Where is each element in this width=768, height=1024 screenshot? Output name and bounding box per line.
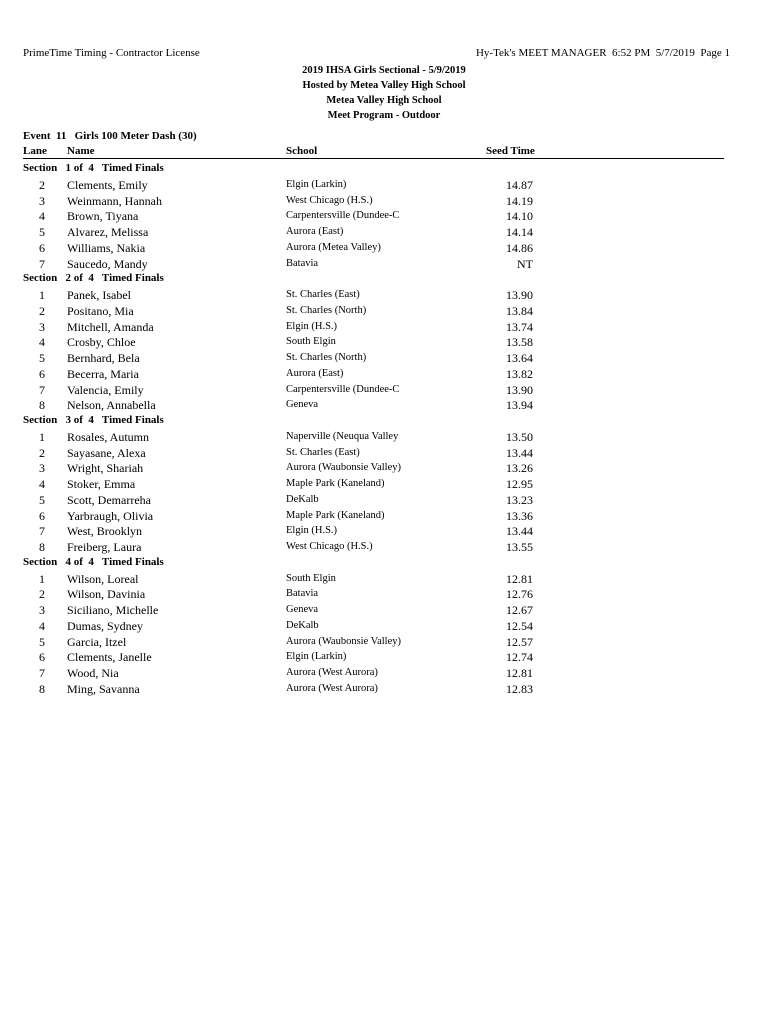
entry-seed-time: 14.10	[506, 209, 533, 224]
entry-name: Wilson, Loreal	[67, 571, 139, 586]
entry-school: St. Charles (East)	[286, 289, 360, 300]
entry-school: Elgin (Larkin)	[286, 178, 347, 190]
entry-row	[0, 539, 768, 555]
entry-lane: 7	[39, 666, 45, 680]
entry-school: South Elgin	[286, 572, 336, 584]
section-header	[0, 161, 768, 177]
entry-seed-time: 12.57	[506, 634, 533, 649]
entry-seed-time: 12.81	[506, 571, 533, 586]
entry-school: West Chicago (H.S.)	[286, 541, 373, 552]
entry-seed-time: 13.55	[506, 540, 533, 554]
entry-row	[0, 492, 768, 508]
entry-seed-time: 12.67	[506, 603, 533, 617]
entry-name: Ming, Savanna	[67, 681, 140, 696]
entry-lane: 6	[39, 240, 45, 255]
section-label: Section 3 of 4 Timed Finals	[23, 414, 164, 426]
entry-school: Maple Park (Kaneland)	[286, 509, 385, 521]
entry-name: Alvarez, Melissa	[67, 225, 149, 239]
meet-program-type: Meet Program - Outdoor	[327, 110, 441, 121]
entry-school: Geneva	[286, 399, 319, 411]
entry-name: Nelson, Annabella	[67, 398, 156, 413]
entry-row	[0, 665, 768, 681]
entry-seed-time: 12.54	[506, 618, 533, 633]
entry-school: Aurora (East)	[286, 367, 344, 379]
entry-lane: 2	[39, 445, 45, 460]
entry-name: Saucedo, Mandy	[67, 256, 148, 271]
entry-name: Sayasane, Alexa	[67, 445, 146, 460]
entry-seed-time: 13.58	[506, 335, 533, 350]
entry-school: DeKalb	[286, 493, 319, 505]
entry-school: South Elgin	[286, 336, 336, 348]
entry-lane: 6	[39, 508, 45, 523]
entry-row	[0, 382, 768, 398]
entry-school: DeKalb	[286, 619, 319, 631]
entry-row	[0, 208, 768, 224]
section-label: Section 4 of 4 Timed Finals	[23, 555, 164, 568]
entry-school: Elgin (H.S.)	[286, 320, 338, 332]
entry-school: West Chicago (H.S.)	[286, 194, 373, 206]
entry-lane: 4	[39, 209, 45, 224]
entry-name: Freiberg, Laura	[67, 540, 142, 554]
entry-lane: 5	[39, 492, 45, 507]
entry-lane: 8	[39, 540, 45, 554]
entry-name: Becerra, Maria	[67, 366, 139, 381]
entry-school: St. Charles (North)	[286, 352, 367, 363]
entry-school: St. Charles (East)	[286, 446, 360, 458]
entry-name: Bernhard, Bela	[67, 351, 140, 365]
entry-school: Aurora (West Aurora)	[286, 667, 378, 678]
entry-name: Wright, Shariah	[67, 461, 144, 476]
entry-name: Rosales, Autumn	[67, 429, 150, 444]
entry-school: Carpentersville (Dundee-C	[286, 383, 400, 395]
column-header-lane: Lane	[23, 145, 47, 157]
entry-name: Positano, Mia	[67, 303, 134, 318]
entry-name: Dumas, Sydney	[67, 618, 143, 633]
entry-row	[0, 445, 768, 461]
entry-name: Scott, Demarreha	[67, 492, 151, 507]
entries-list	[0, 161, 768, 697]
entry-row	[0, 366, 768, 382]
entry-name: Yarbraugh, Olivia	[67, 508, 154, 523]
report-header-left: PrimeTime Timing - Contractor License	[23, 47, 200, 59]
entry-seed-time: 13.36	[506, 508, 533, 523]
entry-school: Aurora (Waubonsie Valley)	[286, 462, 402, 474]
entry-row	[0, 319, 768, 335]
entry-seed-time: 13.90	[506, 288, 533, 302]
entry-school: Carpentersville (Dundee-C	[286, 210, 400, 222]
entry-name: Valencia, Emily	[67, 382, 144, 397]
report-header-right: Hy-Tek's MEET MANAGER 6:52 PM 5/7/2019 Page 1	[475, 47, 730, 59]
entry-seed-time: 13.50	[506, 429, 533, 444]
entry-name: Weinmann, Hannah	[67, 193, 163, 208]
entry-row	[0, 649, 768, 665]
entry-name: Crosby, Chloe	[67, 335, 136, 350]
entry-row	[0, 460, 768, 476]
entry-school: Elgin (Larkin)	[286, 651, 347, 663]
entry-seed-time: 13.94	[506, 398, 533, 413]
entry-row	[0, 397, 768, 413]
entry-name: West, Brooklyn	[67, 524, 143, 539]
entry-seed-time: 13.82	[506, 366, 533, 381]
entry-row	[0, 571, 768, 587]
section-label: Section 2 of 4 Timed Finals	[23, 272, 164, 285]
entry-seed-time: 12.74	[506, 650, 533, 665]
entry-row	[0, 240, 768, 256]
entry-seed-time: 13.44	[506, 445, 533, 460]
entry-row	[0, 350, 768, 366]
event-title: Event 11 Girls 100 Meter Dash (30)	[23, 130, 197, 142]
entry-lane: 6	[39, 366, 45, 381]
entry-school: Aurora (Waubonsie Valley)	[286, 635, 402, 647]
section-header	[0, 413, 768, 429]
entry-lane: 3	[39, 319, 45, 334]
entry-name: Clements, Emily	[67, 177, 148, 192]
entry-lane: 1	[39, 288, 45, 302]
entry-name: Stoker, Emma	[67, 477, 136, 491]
entry-school: Aurora (West Aurora)	[286, 682, 378, 694]
entry-name: Brown, Tiyana	[67, 209, 139, 224]
entry-lane: 5	[39, 634, 45, 649]
entry-lane: 3	[39, 603, 45, 617]
entry-seed-time: 14.19	[506, 193, 533, 208]
entry-lane: 2	[39, 177, 45, 192]
entry-lane: 5	[39, 225, 45, 239]
entry-lane: 4	[39, 477, 45, 491]
entry-seed-time: 13.84	[506, 303, 533, 318]
section-header	[0, 271, 768, 287]
entry-row	[0, 586, 768, 602]
section-header	[0, 555, 768, 571]
entry-school: St. Charles (North)	[286, 304, 367, 316]
entry-name: Clements, Janelle	[67, 650, 152, 665]
entry-name: Wood, Nia	[67, 666, 119, 680]
entry-lane: 7	[39, 382, 45, 397]
meet-host: Hosted by Metea Valley High School	[302, 80, 466, 91]
entry-lane: 1	[39, 429, 45, 444]
entry-lane: 3	[39, 193, 45, 208]
entry-row	[0, 681, 768, 697]
entry-lane: 4	[39, 335, 45, 350]
column-header-name: Name	[67, 145, 95, 157]
entry-name: Siciliano, Michelle	[67, 603, 159, 617]
entry-row	[0, 334, 768, 350]
entry-name: Panek, Isabel	[67, 288, 131, 302]
column-header-seed-time: Seed Time	[486, 145, 535, 157]
entry-name: Garcia, Itzel	[67, 634, 127, 649]
entry-row	[0, 177, 768, 193]
entry-school: Geneva	[286, 604, 319, 615]
entry-seed-time: NT	[517, 256, 533, 271]
entry-school: Naperville (Neuqua Valley	[286, 430, 399, 442]
entry-row	[0, 476, 768, 492]
entry-lane: 8	[39, 398, 45, 413]
entry-name: Mitchell, Amanda	[67, 319, 154, 334]
entry-seed-time: 14.87	[506, 177, 533, 192]
entry-row	[0, 429, 768, 445]
entry-row	[0, 618, 768, 634]
entry-school: Aurora (East)	[286, 226, 344, 237]
entry-seed-time: 12.81	[506, 666, 533, 680]
entry-lane: 2	[39, 303, 45, 318]
entry-row	[0, 508, 768, 524]
entry-school: Aurora (Metea Valley)	[286, 241, 381, 253]
entry-seed-time: 13.74	[506, 319, 533, 334]
entry-row	[0, 287, 768, 303]
entry-row	[0, 602, 768, 618]
entry-lane: 4	[39, 618, 45, 633]
entry-seed-time: 13.64	[506, 351, 533, 365]
meet-venue: Metea Valley High School	[326, 95, 442, 106]
entry-lane: 2	[39, 587, 45, 602]
entry-lane: 1	[39, 571, 45, 586]
meet-title: 2019 IHSA Girls Sectional - 5/9/2019	[302, 65, 466, 76]
entry-lane: 5	[39, 351, 45, 365]
entry-school: Batavia	[286, 257, 319, 269]
entry-seed-time: 13.26	[506, 461, 533, 476]
header-divider	[23, 158, 724, 159]
entry-seed-time: 14.86	[506, 240, 533, 255]
section-label: Section 1 of 4 Timed Finals	[23, 162, 164, 174]
entry-seed-time: 13.90	[506, 382, 533, 397]
entry-school: Elgin (H.S.)	[286, 525, 338, 537]
entry-lane: 6	[39, 650, 45, 665]
entry-name: Wilson, Davinia	[67, 587, 146, 602]
entry-row	[0, 256, 768, 272]
entry-seed-time: 13.44	[506, 524, 533, 539]
entry-seed-time: 12.76	[506, 587, 533, 602]
entry-seed-time: 13.23	[506, 492, 533, 507]
entry-lane: 7	[39, 256, 45, 271]
entry-row	[0, 224, 768, 240]
meet-title-block	[0, 63, 768, 123]
column-header-school: School	[286, 145, 318, 157]
entry-row	[0, 193, 768, 209]
entry-row	[0, 523, 768, 539]
entry-lane: 8	[39, 681, 45, 696]
entry-seed-time: 12.95	[506, 477, 533, 491]
entry-lane: 7	[39, 524, 45, 539]
entry-name: Williams, Nakia	[67, 240, 146, 255]
entry-lane: 3	[39, 461, 45, 476]
entry-row	[0, 303, 768, 319]
entry-school: Maple Park (Kaneland)	[286, 478, 385, 489]
entry-seed-time: 12.83	[506, 681, 533, 696]
entry-row	[0, 634, 768, 650]
entry-school: Batavia	[286, 588, 319, 600]
entry-seed-time: 14.14	[506, 225, 533, 239]
